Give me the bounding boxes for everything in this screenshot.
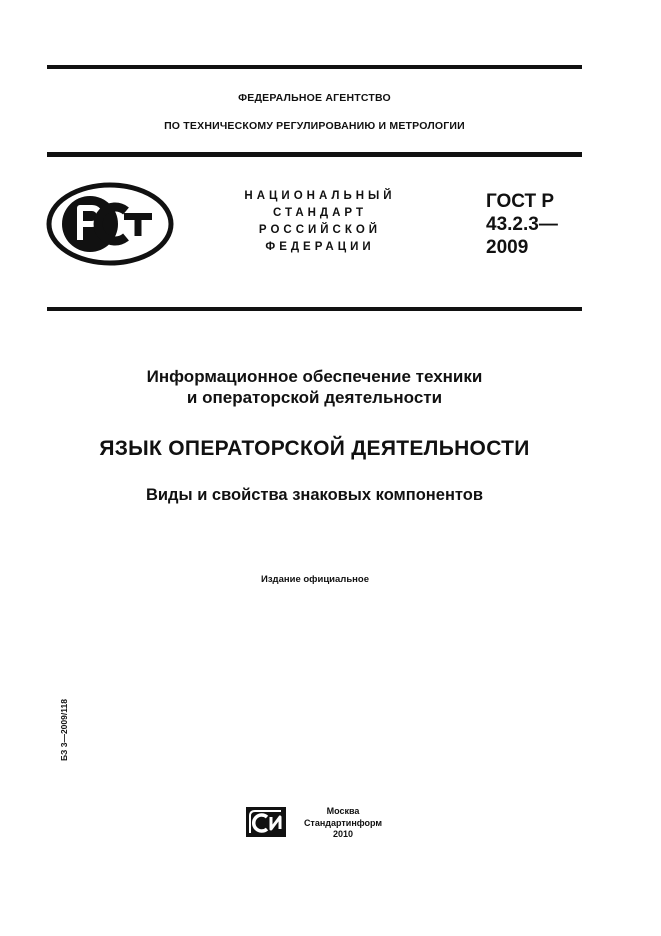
national-standard-line-2: СТАНДАРТ xyxy=(273,207,367,219)
document-subtitle: Виды и свойства знаковых компонентов xyxy=(145,486,483,504)
agency-line-1: ФЕДЕРАЛЬНОЕ АГЕНТСТВО xyxy=(238,92,391,104)
document-title xyxy=(47,366,582,408)
standard-designation xyxy=(486,190,558,259)
lower-rule xyxy=(47,307,582,311)
rst-certification-mark-icon xyxy=(46,182,174,266)
national-standard-line-3: РОССИЙСКОЙ xyxy=(258,224,382,236)
national-standard-line-1: НАЦИОНАЛЬНЫЙ xyxy=(244,190,396,202)
national-standard-label xyxy=(230,188,410,256)
publisher-year: 2010 xyxy=(332,829,354,839)
standartinform-logo-icon xyxy=(245,806,287,838)
national-standard-line-4: ФЕДЕРАЦИИ xyxy=(265,241,375,253)
side-registration-code: БЗ 3—2009/118 xyxy=(59,699,69,761)
main-heading: ЯЗЫК ОПЕРАТОРСКОЙ ДЕЯТЕЛЬНОСТИ xyxy=(99,437,530,460)
middle-rule xyxy=(47,152,582,157)
edition-label: Издание официальное xyxy=(261,574,369,585)
top-rule xyxy=(47,65,582,69)
designation-line-3: 2009 xyxy=(486,237,529,258)
publisher-info xyxy=(288,806,398,841)
designation-line-1: ГОСТ Р xyxy=(486,191,555,212)
publisher-name: Стандартинформ xyxy=(303,817,383,828)
publisher-city: Москва xyxy=(326,806,360,816)
designation-line-2: 43.2.3— xyxy=(486,214,558,235)
agency-line-2: ПО ТЕХНИЧЕСКОМУ РЕГУЛИРОВАНИЮ И МЕТРОЛОГИИ xyxy=(164,120,465,132)
title-line-1: Информационное обеспечение техники xyxy=(146,367,483,386)
title-line-2: и операторской деятельности xyxy=(186,388,443,407)
